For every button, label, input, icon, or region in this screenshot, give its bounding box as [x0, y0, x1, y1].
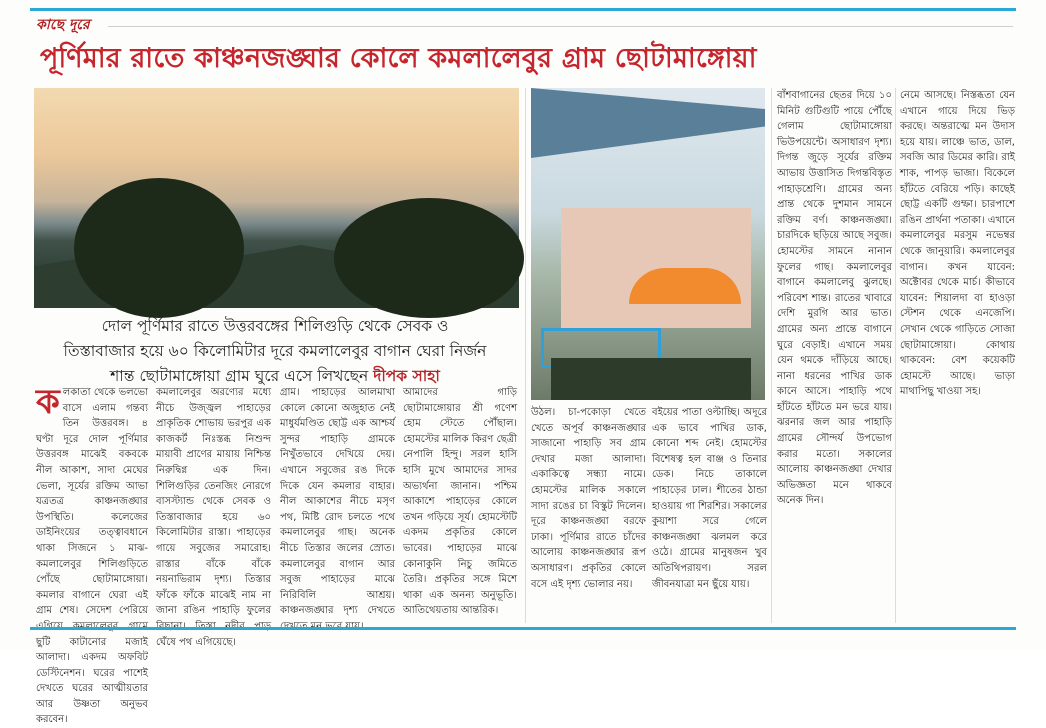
- column-text: গ্রাম। পাহাড়ের আলমাখা কোলে কোনো অজুহাত নেই মাধুর্যমণ্ডিত ছোট্ট এক আশ্চর্য সুন্দর পাহাড়ি গ্রামকে নিখুঁতভাবে দেখিয়ে দেয়। এখানে সবুজের রঙ দিকে দিকে যেন কমলার বাহার। নীল আকাশের নীচে মসৃণ পথ, মিষ্টি রোদ চলতে পথে কমলালেবুর গাছ। অনেক নীচে তিস্তার জলের স্রোত। কমলালেবুর বাগান আর সবুজ পাহাড়ের মাঝে নিরিবিলি আশ্রয়। কাঞ্চনজঙ্ঘার দৃশ্য দেখতে: [280, 387, 395, 617]
- body-column-1: [36, 382, 148, 726]
- umbrella-shape: [629, 268, 741, 304]
- flower-pots-shape: [551, 358, 751, 400]
- deck-line: তিস্তাবাজার হয়ে ৬০ কিলোমিটার দূরে কমলালেবুর বাগান ঘেরা নির্জন: [63, 342, 487, 360]
- column-text: নেমে আসছে। নিস্তব্ধতা যেন এখানে গায়ে দিয়ে ভিড় করছে। অন্তরাত্মে মন উদাস হয়ে যায়। লাঞ্চে ভাত, ডাল, সবজি আর ডিমের কারি। রাই শাক, পাপড় ভাজা। বিকেলে হাঁটতে বেরিয়ে পড়ি। কাছেই ছোট্ট একটি গুম্ফা। চারপাশে রঙিন প্রার্থনা পতাকা। এখানে কমলালেবুর মরসুম নভেম্বর থেকে জানুয়ারি। কমলালেবুর বাগান। কখন যাবেন: অক্টোবর থেকে মার্চ। কীভাবে যাবেন: শিয়ালদা বা হাওড়া স্টেশন থেকে এনজেপি। সেখান থেকে গাড়িতে সোজা ছোটামাঙ্গোয়া। কোথায় থাকবেন: বেশ কয়েকটি হোমস্টে আছে। ভাড়া মাথাপিছু খাওয়া সহ।: [900, 90, 1015, 398]
- body-column-5: [531, 405, 646, 623]
- column-divider: [771, 88, 772, 623]
- article-headline: পূর্ণিমার রাতে কাঞ্চনজঙ্ঘার কোলে কমলালেবুর গ্রাম ছোটামাঙ্গোয়া: [40, 43, 757, 74]
- body-column-8: [900, 88, 1015, 623]
- column-text: লকাতা থেকে ভলভো বাসে এলাম গন্তব্য তিন উত্তরবঙ্গ। ৪ ঘণ্টা দূরে দোল পূর্ণিমার উত্তরবঙ্গ মাঝেই বকবকে নীল আকাশ, সাদা মেঘের ভেলা, সূর্যের রক্তিম আভা যত্রতত্র কাঞ্চনজঙ্ঘার উপস্থিতি। কলেজের ডাইনিংয়ের তত্ত্বাবধানে থাকা সিজনে ১ মাঝ-কমলালেবুর শিলিগুড়িতে পোঁছে ছোটামাঙ্গোয়া। কমলার বাগানে ঘেরা এই গ্রাম শেষ। সেদেশ পেরিয়ে ছুটি কাটানোর মজাই আলাদা। একদম অফবিট ডেস্টিনেশন। ঘরের পাশেই দেখতে ঘরের আত্মীয়তার আর উষ্ণতা অনুভব করবেন।: [36, 387, 148, 726]
- body-column-7: [777, 88, 892, 623]
- kicker-rule: [108, 26, 1013, 27]
- column-text: বাঁশবাগানের ছেতর দিয়ে ১০ মিনিট গুটিগুটি পায়ে পৌঁছে গেলাম ছোটামাঙ্গোয়া ভিউপয়েন্টে। অসাধারণ দৃশ্য। দিগন্ত জুড়ে সূর্যের রক্তিম আভায় উত্তাসিত দিগন্তবিস্তৃত পাহাড়শ্রেণি। গ্রামের অন্য প্রান্ত থেকে দুশমান সামনে রক্তিম বর্ণ। কাঞ্চনজঙ্ঘা। চারদিকে ছড়িয়ে আছে সবুজ। হোমস্টের সামনে নানান ফুলের গাছ। কমলালেবুর বাগানে কমলালেবু ঝুলছে। পরিবেশ শান্ত। রাতের খাবারে দেশি মুরগি আর ভাত। গ্রামের অন্য প্রান্তে বাগানে ঘুরে বেড়াই। এখানে সময় যেন থমকে দাঁড়িয়ে আছে। নানা ধরনের পাখির ডাক কানে আসে। পাহাড়ি পথে হাঁটতে হাঁটতে মন ভরে যায়। ঝরনার জল আর পাহাড়ি গ্রামের সৌন্দর্য উপভোগ করার মতো। সকালের আলোয় কাঞ্চনজঙ্ঘা দেখার অভিজ্ঞতা মনে থাকবে অনেক দিন।: [777, 90, 892, 507]
- column-text: উঠল। চা-পকোড়া খেতে খেতে অপূর্ব কাঞ্চনজঙ্ঘার সাজানো পাহাড়ি সব গ্রাম দেখার মজা আলাদা। একাকিত্বে সন্ধ্যা নামে। হোমস্টের মালিক সকালে সাদা রঙের চা বিস্কুট দিলেন। দূরে কাঞ্চনজঙ্ঘা বরফে ঢাকা। পূর্ণিমার রাতে চাঁদের আলোয় কাঞ্চনজঙ্ঘার রূপ অসাধারণ। প্রকৃতির কোলে বসে এই দৃশ্য ভোলার নয়।: [531, 407, 646, 590]
- drop-cap: ক: [36, 382, 60, 422]
- deck-line-text: শান্ত ছোটামাঙ্গোয়া গ্রাম ঘুরে এসে লিখছেন: [110, 367, 374, 385]
- section-kicker: কাছে দূরে: [36, 17, 90, 33]
- body-column-6: [652, 405, 767, 623]
- column-divider: [895, 88, 896, 623]
- column-text: আমাদের গাড়ি ছোটামাঙ্গোয়ার শ্রী গণেশ হোম স্টেতে পৌঁছাল। হোমস্টের মালিক কিরণ ছেত্রী নেপালি হিন্দু। সরল হাসি হাসি মুখে আমাদের সাদর অভ্যর্থনা জানান। পশ্চিম আকাশে পাহাড়ের কোলে তখন গড়িয়ে সূর্য। হোমস্টেটি একদম প্রকৃতির কোলে ভাবের। পাহাড়ের মাঝে কোনাকুনি নিচু জমিতে তৈরি। প্রকৃতির সঙ্গে মিশে থাকা এক অনন্য অনুভূতি। আতিথেয়তায় আন্তরিক।: [403, 387, 517, 617]
- tree-shape: [334, 198, 524, 318]
- homestay-photo: [531, 88, 765, 400]
- author-name: দীপক সাহা: [373, 367, 440, 385]
- tree-shape: [74, 178, 244, 318]
- homestay-roof-shape: [531, 88, 765, 158]
- column-text: বইয়ের পাতা ওল্টাচ্ছি। অদূরে এক ভাবে পাখির ডাক, কোনো শব্দ নেই। হোমস্টের বিশেষত্ব হল বাঞ্জ ও তিনার ডেক। নিচে তাকালে পাহাড়ের ঢাল। শীতের ঠান্ডা হাওয়ায় গা শিরশির। সকালের কুয়াশা সরে গেলে কাঞ্চনজঙ্ঘা ঝলমল করে ওঠে। গ্রামের মানুষজন খুব অতিথিপরায়ণ। সরল জীবনযাত্রা মন ছুঁয়ে যায়।: [652, 407, 767, 590]
- top-border-rule: [30, 8, 1016, 11]
- body-column-2: [156, 385, 271, 648]
- bottom-border-rule: [30, 627, 1016, 630]
- deck-line: দোল পূর্ণিমার রাতে উত্তরবঙ্গের শিলিগুড়ি থেকে সেবক ও: [101, 317, 449, 335]
- body-column-3: [280, 385, 395, 623]
- body-column-4: [403, 385, 517, 623]
- column-divider: [525, 88, 526, 623]
- article-deck: [40, 314, 510, 389]
- sunset-mountain-photo: [34, 88, 519, 306]
- column-text: কমলালেবুর অরণ্যের মধ্যে নীচে উজ্জ্বল পাহাড়ের প্রাকৃতিক শোভায় ভরপুর এক কাজকর্ট নিঃস্তব্ধ নিশুন্দ মায়াবী প্রাণের মায়ায় নিশ্চিন্ত নিরুদ্বিগ্ন এক দিন। শিলিগুড়ির তেনজিং নোরগে বাসস্ট্যান্ড থেকে সেবক ও তিস্তাবাজার হয়ে ৬০ কিলোমিটার রাস্তা। পাহাড়ের গায়ে সবুজের সমারোহ। রাস্তার বাঁকে বাঁকে নয়নাভিরাম দৃশ্য। তিস্তার ফাঁকে ফাঁকে মাঝেই নাম না জানা রঙিন পাহাড়ি ফুলের ঘেঁষে পথ এগিয়েছে।: [156, 387, 271, 648]
